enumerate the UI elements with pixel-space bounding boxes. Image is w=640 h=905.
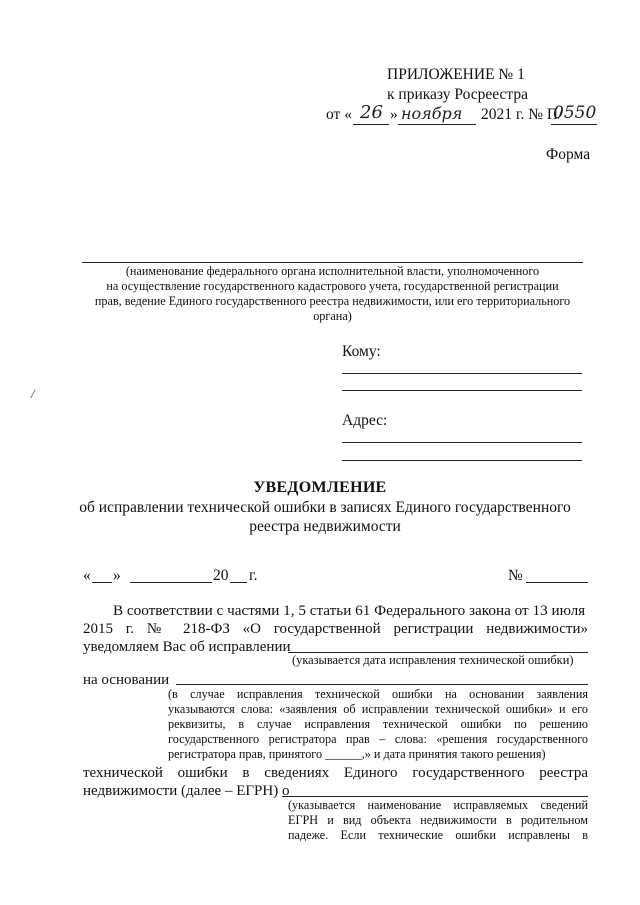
egrn-caption-line-3: падеже. Если технические ошибки исправлены в (288, 828, 588, 842)
notice-date-row (83, 567, 588, 591)
order-from-prefix: от « (326, 106, 352, 123)
basis-caption-line-1: (в случае исправления технической ошибки на основании заявления (168, 687, 588, 701)
order-month-underline (398, 124, 476, 125)
basis-label: на основании (83, 672, 170, 688)
notice-number-blank (526, 582, 588, 583)
order-day-underline (353, 124, 389, 125)
order-day-handwritten: 26 (360, 102, 383, 123)
address-line-2 (342, 460, 582, 461)
egrn-info-line (282, 796, 588, 797)
basis-line (176, 684, 588, 685)
authority-caption-line-3: прав, ведение Единого государственного реестра недвижимости, или его территориального (94, 294, 571, 308)
authority-caption (70, 264, 595, 324)
notice-subtitle-line-1: об исправлении технической ошибки в записях Единого государственного (79, 499, 571, 516)
address-label: Адрес: (342, 412, 388, 429)
basis-caption-line-4: государственного регистратора прав – слова: «решения государственного (168, 732, 588, 746)
body-para1-line1: В соответствии с частями 1, 5 статьи 61 Федерального закона от 13 июля (113, 602, 586, 619)
appendix-order-ref: к приказу Росреестра (387, 86, 528, 103)
date-year-blank (230, 582, 247, 583)
body-para1-line3: уведомляем Вас об исправлении (83, 639, 291, 655)
recipient-label: Кому: (342, 343, 381, 360)
recipient-line-1 (342, 373, 582, 374)
order-number-handwritten: 0550 (553, 103, 597, 123)
notice-title: УВЕДОМЛЕНИЕ (253, 479, 387, 496)
body-para2-line1: технической ошибки в сведениях Единого государственного реестра (83, 765, 588, 781)
basis-caption-line-5: регистратора прав, принятого ______,» и дата принятия такого решения) (168, 747, 546, 761)
margin-mark: / (31, 386, 35, 401)
authority-caption-line-2: на осуществление государственного кадастрового учета, государственной регистрации (106, 279, 559, 293)
authority-caption-line-1: (наименование федерального органа исполнительной власти, уполномоченного (125, 264, 540, 278)
form-label: Форма (546, 146, 591, 163)
appendix-title: ПРИЛОЖЕНИЕ № 1 (387, 66, 525, 83)
notice-number-sign: № (508, 567, 523, 584)
correction-date-caption: (указывается дата исправления технической ошибки) (292, 653, 574, 667)
date-century: 20 (213, 567, 229, 584)
recipient-line-2 (342, 390, 582, 391)
notice-subtitle-line-2: реестра недвижимости (249, 518, 401, 535)
date-close-quote: » (113, 567, 121, 584)
date-year-suffix: г. (249, 567, 258, 584)
date-month-blank (130, 582, 212, 583)
order-quote-close: » (390, 106, 398, 123)
order-date-line (326, 102, 598, 128)
basis-caption (168, 687, 588, 762)
egrn-caption-line-2: ЕГРН и вид объекта недвижимости в родительном (288, 813, 588, 827)
address-line-1 (342, 442, 582, 443)
basis-caption-line-2: указываются слова: «заявления об исправлении технической ошибки» и его (168, 702, 588, 716)
body-para2-line2: недвижимости (далее – ЕГРН) о (83, 783, 290, 799)
order-number-underline (551, 124, 597, 125)
body-para1-line2: 2015 г. № 218-ФЗ «О государственной регистрации недвижимости» (83, 621, 588, 637)
egrn-caption (288, 798, 588, 843)
date-open-quote: « (83, 567, 91, 584)
egrn-caption-line-1: (указывается наименование исправляемых сведений (288, 798, 588, 812)
order-month-handwritten: ноября (401, 104, 463, 123)
date-day-blank (92, 582, 112, 583)
authority-name-line (82, 262, 583, 263)
authority-caption-line-4: органа) (313, 309, 352, 323)
order-year-and-no: 2021 г. № П/ (481, 106, 563, 123)
basis-caption-line-3: реквизиты, в случае исправления технической ошибки по решению (168, 717, 588, 731)
